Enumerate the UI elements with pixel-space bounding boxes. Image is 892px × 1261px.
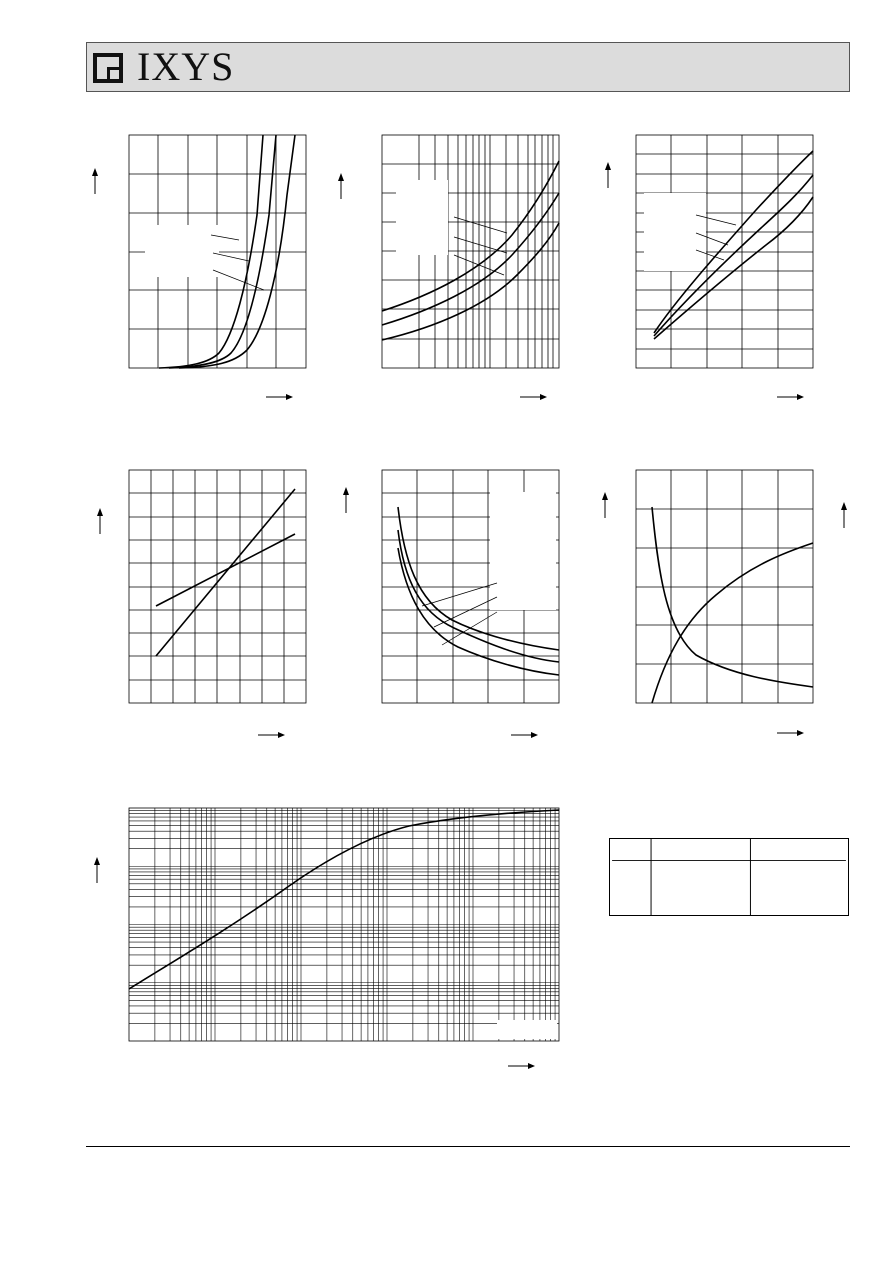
chart-4-series-1	[156, 489, 295, 656]
chart-3	[636, 135, 813, 368]
chart-3-x-arrow-icon	[777, 394, 805, 400]
chart-2-y-arrow-icon	[338, 173, 344, 199]
chart-4-x-arrow-icon	[258, 732, 286, 738]
chart-3-y-arrow-icon	[605, 162, 611, 188]
chart-1	[129, 135, 306, 368]
chart-6-x-arrow-icon	[777, 730, 805, 736]
chart-4	[129, 470, 306, 703]
chart-7-series-1	[129, 810, 559, 989]
chart-5-y-arrow-icon	[343, 487, 349, 513]
chart-6-y-right-arrow-icon	[841, 502, 847, 528]
footer-rule	[86, 1146, 850, 1147]
chart-4-series-2	[156, 534, 295, 606]
chart-7-y-arrow-icon	[94, 857, 100, 883]
chart-5-x-arrow-icon	[511, 732, 539, 738]
chart-6	[636, 470, 813, 703]
chart-5	[382, 470, 559, 703]
chart-7-x-arrow-icon	[508, 1063, 536, 1069]
chart-1-x-arrow-icon	[266, 394, 294, 400]
chart-6-series-2	[652, 543, 813, 703]
parameter-table	[609, 838, 849, 916]
chart-2-x-arrow-icon	[520, 394, 548, 400]
chart-6-y-left-arrow-icon	[602, 492, 608, 518]
chart-2	[382, 135, 559, 368]
chart-4-y-arrow-icon	[97, 508, 103, 534]
chart-7	[129, 808, 559, 1041]
header-bar	[86, 42, 850, 92]
ixys-logo-mark-icon	[93, 53, 123, 83]
chart-6-series-1	[652, 507, 813, 687]
ixys-logo-text: IXYS	[137, 44, 235, 89]
chart-1-y-arrow-icon	[92, 168, 98, 194]
